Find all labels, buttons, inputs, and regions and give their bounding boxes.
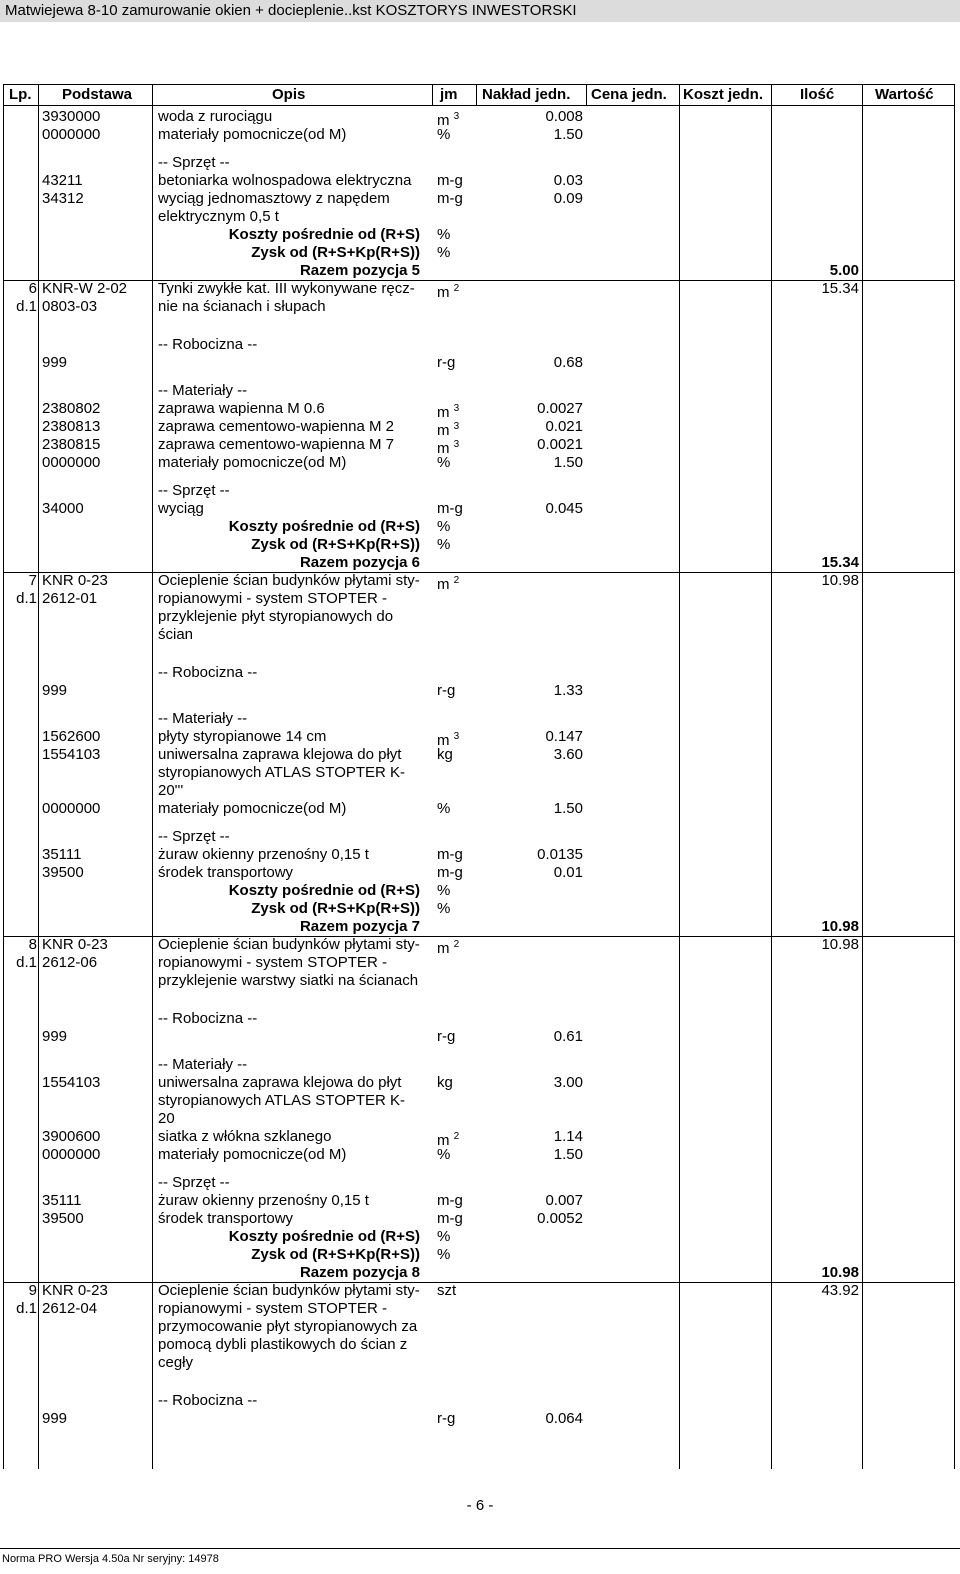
position-total-qty: 15.34: [821, 554, 859, 571]
grid-line: [432, 84, 433, 106]
unit: m $^2$: [437, 1131, 460, 1149]
position-basis: KNR-W 2-02: [42, 280, 128, 297]
resource-norm: 0.021: [545, 418, 583, 435]
position-basis: KNR 0-23: [42, 1282, 108, 1299]
position-total-label: Razem pozycja 7: [299, 918, 420, 935]
resource-norm: 0.008: [545, 108, 583, 125]
resource-norm: 0.01: [553, 864, 583, 881]
unit: %: [437, 244, 451, 261]
position-description: nie na ścianach i słupach: [158, 298, 326, 315]
resource-norm: 0.045: [545, 500, 583, 517]
position-description: przyklejenie płyt styropianowych do: [158, 608, 394, 625]
resource-description: żuraw okienny przenośny 0,15 t: [158, 1192, 369, 1209]
resource-code: 2380802: [42, 400, 101, 417]
position-description: cegły: [158, 1354, 194, 1371]
resource-description: materiały pomocnicze(od M): [158, 454, 347, 471]
resource-norm: 1.14: [553, 1128, 583, 1145]
unit-exponent: 2: [453, 1131, 460, 1142]
section-label: -- Robocizna --: [158, 1010, 258, 1027]
resource-norm: 0.0135: [537, 846, 583, 863]
summary-label: Zysk od (R+S+Kp(R+S)): [251, 244, 420, 261]
position-description: Ocieplenie ścian budynków płytami sty-: [158, 572, 420, 589]
position-quantity: 10.98: [821, 936, 859, 953]
unit-exponent: 3: [453, 421, 460, 432]
section-label: -- Robocizna --: [158, 336, 258, 353]
resource-norm: 0.0021: [537, 436, 583, 453]
resource-code: 999: [42, 354, 68, 371]
resource-code: 35111: [42, 846, 82, 863]
unit: %: [437, 454, 451, 471]
position-quantity: 15.34: [821, 280, 859, 297]
resource-norm: 1.50: [553, 1146, 583, 1163]
position-total-label: Razem pozycja 6: [299, 554, 420, 571]
position-number: 7: [28, 572, 37, 589]
position-number-suffix: d.1: [16, 590, 37, 607]
resource-code: 3930000: [42, 108, 101, 125]
summary-label: Zysk od (R+S+Kp(R+S)): [251, 1246, 420, 1263]
resource-code: 34312: [42, 190, 84, 207]
software-footer: Norma PRO Wersja 4.50a Nr seryjny: 14978: [2, 1553, 219, 1565]
resource-description: materiały pomocnicze(od M): [158, 126, 347, 143]
col-cena: Cena jedn.: [591, 86, 667, 103]
document-title: Matwiejewa 8-10 zamurowanie okien + docieplenie..kst KOSZTORYS INWESTORSKI: [0, 0, 960, 22]
resource-code: 34000: [42, 500, 84, 517]
unit: m-g: [437, 500, 463, 517]
col-ilosc: Ilość: [800, 86, 835, 103]
summary-label: Koszty pośrednie od (R+S): [228, 226, 420, 243]
resource-code: 0000000: [42, 800, 101, 817]
resource-code: 1562600: [42, 728, 101, 745]
unit: %: [437, 1228, 451, 1245]
grid-line: [862, 84, 863, 1469]
resource-norm: 0.03: [553, 172, 583, 189]
summary-label: Koszty pośrednie od (R+S): [228, 882, 420, 899]
resource-code: 0000000: [42, 1146, 101, 1163]
header-bottom-border: [3, 105, 954, 106]
resource-code: 1554103: [42, 1074, 101, 1091]
grid-line: [152, 84, 153, 1469]
unit-exponent: 3: [453, 111, 460, 122]
unit: %: [437, 536, 451, 553]
resource-description: zaprawa cementowo-wapienna M 7: [158, 436, 394, 453]
position-number: 6: [28, 280, 37, 297]
resource-norm: 0.007: [545, 1192, 583, 1209]
unit: r-g: [437, 1410, 456, 1427]
col-jm: jm: [440, 86, 458, 103]
section-label: -- Sprzęt --: [158, 482, 230, 499]
unit: %: [437, 800, 451, 817]
position-description: pomocą dybli plastikowych do ścian z: [158, 1336, 408, 1353]
unit: m-g: [437, 846, 463, 863]
position-total-label: Razem pozycja 5: [299, 262, 420, 279]
resource-description: woda z rurociągu: [158, 108, 273, 125]
resource-code: 35111: [42, 1192, 82, 1209]
resource-code: 39500: [42, 1210, 84, 1227]
unit: m $^3$: [437, 111, 460, 129]
resource-code: 43211: [42, 172, 83, 189]
col-naklad: Nakład jedn.: [482, 86, 571, 103]
resource-description: styropianowych ATLAS STOPTER K-: [158, 1092, 406, 1109]
position-basis-code: 2612-04: [42, 1300, 98, 1317]
summary-label: Zysk od (R+S+Kp(R+S)): [251, 900, 420, 917]
position-basis: KNR 0-23: [42, 572, 108, 589]
position-number: 8: [28, 936, 37, 953]
summary-label: Koszty pośrednie od (R+S): [228, 518, 420, 535]
section-label: -- Materiały --: [158, 1056, 248, 1073]
resource-description: betoniarka wolnospadowa elektryczna: [158, 172, 412, 189]
position-total-qty: 10.98: [821, 1264, 859, 1281]
col-lp: Lp.: [9, 86, 32, 103]
unit: r-g: [437, 1028, 456, 1045]
resource-norm: 1.50: [553, 126, 583, 143]
col-wartosc: Wartość: [875, 86, 934, 103]
position-description: ropianowymi - system STOPTER -: [158, 1300, 387, 1317]
unit: m-g: [437, 172, 463, 189]
position-description: ścian: [158, 626, 194, 643]
position-basis-code: 0803-03: [42, 298, 98, 315]
position-description: przymocowanie płyt styropianowych za: [158, 1318, 418, 1335]
position-number: 9: [28, 1282, 37, 1299]
unit: %: [437, 226, 451, 243]
resource-code: 999: [42, 1028, 68, 1045]
resource-description: żuraw okienny przenośny 0,15 t: [158, 846, 369, 863]
resource-description: środek transportowy: [158, 1210, 294, 1227]
resource-code: 0000000: [42, 454, 101, 471]
resource-description: 20''': [158, 782, 184, 799]
position-description: Tynki zwykłe kat. III wykonywane ręcz-: [158, 280, 415, 297]
position-total-label: Razem pozycja 8: [299, 1264, 420, 1281]
unit: m $^3$: [437, 421, 460, 439]
unit: szt: [437, 1282, 457, 1299]
resource-norm: 0.064: [545, 1410, 583, 1427]
unit: m $^2$: [437, 283, 460, 301]
unit: m-g: [437, 864, 463, 881]
unit: %: [437, 1246, 451, 1263]
resource-norm: 0.0027: [537, 400, 583, 417]
resource-code: 2380815: [42, 436, 101, 453]
unit: %: [437, 126, 451, 143]
position-number-suffix: d.1: [16, 954, 37, 971]
resource-description: wyciąg: [158, 500, 204, 517]
unit: %: [437, 518, 451, 535]
position-quantity: 10.98: [821, 572, 859, 589]
resource-description: środek transportowy: [158, 864, 294, 881]
section-label: -- Sprzęt --: [158, 1174, 230, 1191]
unit-exponent: 2: [453, 939, 460, 950]
position-basis-code: 2612-01: [42, 590, 98, 607]
unit-exponent: 3: [453, 403, 460, 414]
position-basis: KNR 0-23: [42, 936, 108, 953]
section-label: -- Materiały --: [158, 382, 248, 399]
unit: r-g: [437, 354, 456, 371]
resource-description: uniwersalna zaprawa klejowa do płyt: [158, 746, 402, 763]
unit: m-g: [437, 190, 463, 207]
position-number-suffix: d.1: [16, 298, 37, 315]
unit: kg: [437, 746, 453, 763]
unit-exponent: 3: [453, 731, 460, 742]
unit-exponent: 2: [453, 575, 460, 586]
col-podstawa: Podstawa: [62, 86, 133, 103]
position-description: Ocieplenie ścian budynków płytami sty-: [158, 1282, 420, 1299]
position-description: przyklejenie warstwy siatki na ścianach: [158, 972, 419, 989]
unit: r-g: [437, 682, 456, 699]
unit: kg: [437, 1074, 453, 1091]
position-total-qty: 5.00: [829, 262, 859, 279]
position-total-qty: 10.98: [821, 918, 859, 935]
unit: %: [437, 900, 451, 917]
resource-code: 39500: [42, 864, 84, 881]
grid-line: [679, 84, 680, 1469]
resource-code: 3900600: [42, 1128, 101, 1145]
position-number-suffix: d.1: [16, 1300, 37, 1317]
resource-norm: 0.0052: [537, 1210, 583, 1227]
resource-description: siatka z włókna szklanego: [158, 1128, 332, 1145]
resource-norm: 0.147: [545, 728, 583, 745]
resource-norm: 1.50: [553, 454, 583, 471]
unit: m $^3$: [437, 439, 460, 457]
unit: m-g: [437, 1192, 463, 1209]
resource-description: elektrycznym 0,5 t: [158, 208, 279, 225]
section-label: -- Materiały --: [158, 710, 248, 727]
resource-code: 999: [42, 682, 68, 699]
unit: m $^3$: [437, 731, 460, 749]
resource-description: płyty styropianowe 14 cm: [158, 728, 327, 745]
summary-label: Zysk od (R+S+Kp(R+S)): [251, 536, 420, 553]
resource-description: wyciąg jednomasztowy z napędem: [158, 190, 390, 207]
unit: %: [437, 1146, 451, 1163]
page-number: - 6 -: [466, 1497, 494, 1514]
unit: m-g: [437, 1210, 463, 1227]
resource-norm: 0.09: [553, 190, 583, 207]
grid-line: [954, 84, 955, 1469]
grid-line: [586, 84, 587, 106]
resource-norm: 0.68: [553, 354, 583, 371]
section-label: -- Robocizna --: [158, 664, 258, 681]
footer-divider: [0, 1548, 960, 1549]
grid-line: [38, 84, 39, 1469]
resource-norm: 1.50: [553, 800, 583, 817]
resource-norm: 1.33: [553, 682, 583, 699]
section-label: -- Sprzęt --: [158, 154, 230, 171]
col-opis: Opis: [272, 86, 306, 103]
resource-description: zaprawa cementowo-wapienna M 2: [158, 418, 394, 435]
resource-description: 20: [158, 1110, 175, 1127]
unit: m $^3$: [437, 403, 460, 421]
position-description: Ocieplenie ścian budynków płytami sty-: [158, 936, 420, 953]
resource-code: 999: [42, 1410, 68, 1427]
position-basis-code: 2612-06: [42, 954, 98, 971]
resource-description: materiały pomocnicze(od M): [158, 1146, 347, 1163]
resource-description: uniwersalna zaprawa klejowa do płyt: [158, 1074, 402, 1091]
resource-description: styropianowych ATLAS STOPTER K-: [158, 764, 406, 781]
resource-code: 0000000: [42, 126, 101, 143]
resource-code: 2380813: [42, 418, 101, 435]
resource-description: zaprawa wapienna M 0.6: [158, 400, 325, 417]
resource-norm: 3.00: [553, 1074, 583, 1091]
resource-description: materiały pomocnicze(od M): [158, 800, 347, 817]
unit: m $^2$: [437, 939, 460, 957]
resource-norm: 3.60: [553, 746, 583, 763]
position-quantity: 43.92: [821, 1282, 859, 1299]
unit-exponent: 3: [453, 439, 460, 450]
unit-exponent: 2: [453, 283, 460, 294]
col-koszt: Koszt jedn.: [683, 86, 764, 103]
section-label: -- Robocizna --: [158, 1392, 258, 1409]
grid-line: [476, 84, 477, 106]
position-description: ropianowymi - system STOPTER -: [158, 590, 387, 607]
resource-code: 1554103: [42, 746, 101, 763]
position-description: ropianowymi - system STOPTER -: [158, 954, 387, 971]
section-label: -- Sprzęt --: [158, 828, 230, 845]
summary-label: Koszty pośrednie od (R+S): [228, 1228, 420, 1245]
unit: m $^2$: [437, 575, 460, 593]
resource-norm: 0.61: [553, 1028, 583, 1045]
header-top-border: [3, 84, 954, 85]
unit: %: [437, 882, 451, 899]
